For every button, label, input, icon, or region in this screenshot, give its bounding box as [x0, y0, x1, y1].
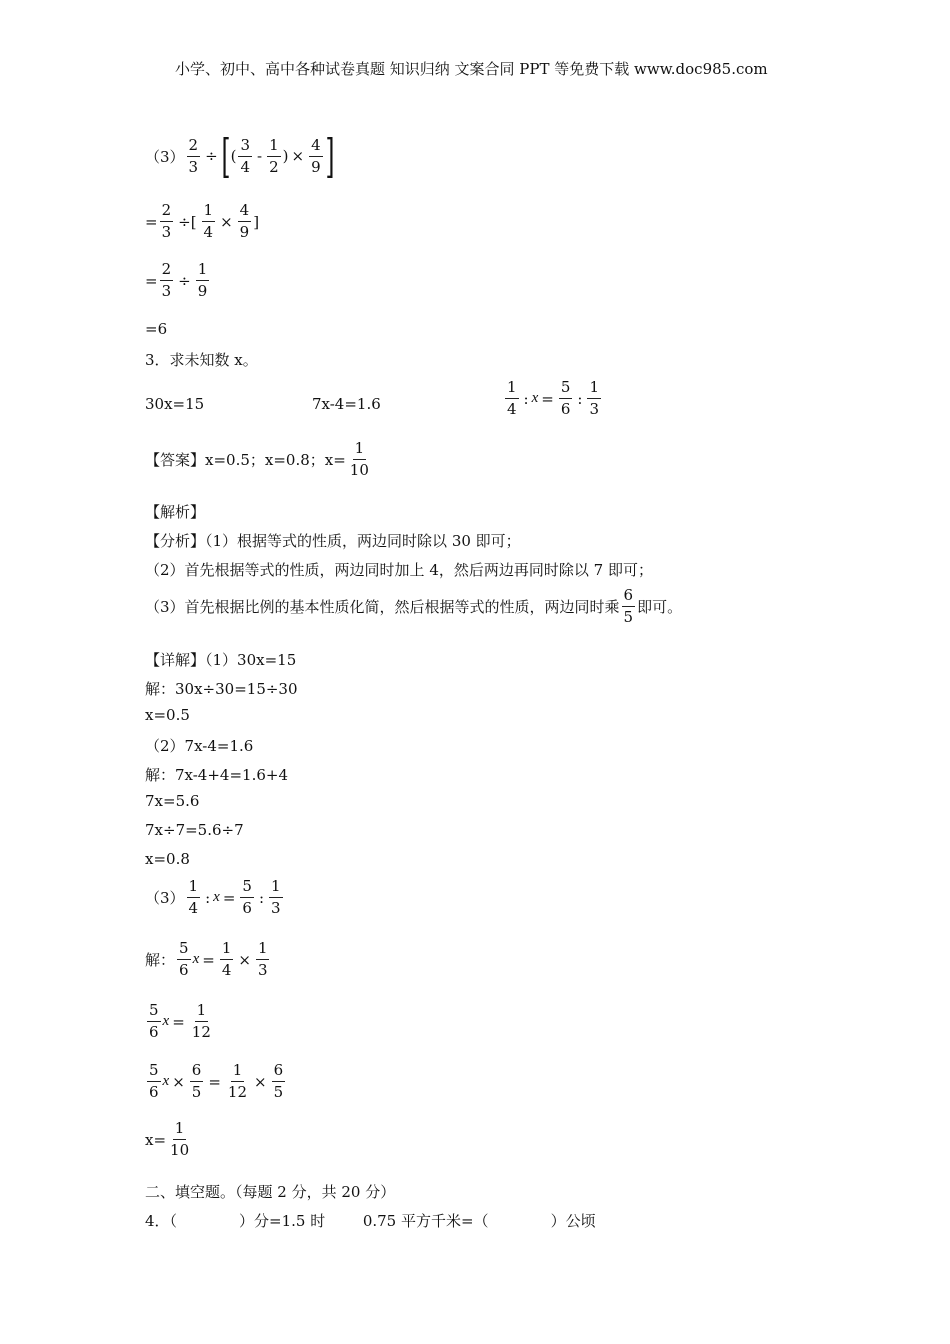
detail-l8: x=0.8 [145, 850, 190, 868]
detail-l5: 解：7x-4+4=1.6+4 [145, 766, 288, 784]
fraction: $\frac{3}{4}$ [240, 135, 251, 176]
answer-line: 【答案】x=0.5；x=0.8；x= $\frac{1}{10}$ [145, 439, 369, 479]
calc3-line1: （3） $\frac{2}{3}$ ÷ [ ( $\frac{3}{4}$ - $\frac{1}{2}$ ) × $\frac{4}{9}$ ] [145, 129, 335, 183]
fraction: $\frac{6}{5}$ [273, 1061, 284, 1101]
fraction: $\frac{1}{4}$ [203, 201, 214, 241]
calc3-result: =6 [145, 320, 168, 338]
detail-l12: $\frac{5}{6}$ x × $\frac{6}{5}$ = $\frac{1}{12}$ × $\frac{6}{5}$ [149, 1061, 284, 1101]
detail-l1: 【详解】（1）30x=15 [145, 651, 297, 669]
fraction: $\frac{5}{6}$ [242, 877, 252, 917]
q3-eq1: 30x=15 [145, 395, 205, 413]
fraction: $\frac{2}{3}$ [188, 135, 199, 176]
fraction: $\frac{1}{12}$ [227, 1061, 248, 1101]
section2-title: 二、填空题。（每题 2 分，共 20 分） [145, 1183, 396, 1201]
detail-l4: （2）7x-4=1.6 [145, 737, 254, 755]
fraction: $\frac{5}{6}$ [560, 378, 571, 418]
detail-l10: 解： $\frac{5}{6}$ x = $\frac{1}{4}$ × $\frac{1}{3}$ [145, 939, 268, 979]
calc3-line3: = $\frac{2}{3}$ ÷ $\frac{1}{9}$ [145, 260, 208, 300]
q3-title: 3．求未知数 x。 [145, 351, 258, 369]
fraction: $\frac{2}{3}$ [161, 201, 172, 241]
fraction: $\frac{1}{4}$ [507, 378, 517, 418]
fraction: $\frac{1}{3}$ [271, 877, 281, 917]
fraction: $\frac{5}{6}$ [179, 939, 189, 979]
fraction: $\frac{1}{4}$ [188, 877, 199, 917]
fraction: $\frac{5}{6}$ [149, 1001, 159, 1041]
page-header: 小学、初中、高中各种试卷真题 知识归纳 文案合同 PPT 等免费下载 www.doc985.com [175, 60, 768, 78]
detail-l13: x= $\frac{1}{10}$ [145, 1119, 190, 1159]
fraction: $\frac{1}{3}$ [257, 939, 268, 979]
analysis-line2: （2）首先根据等式的性质，两边同时加上 4，然后两边再同时除以 7 即可； [145, 561, 653, 579]
fraction: $\frac{1}{4}$ [221, 939, 232, 979]
fraction: $\frac{1}{2}$ [269, 135, 279, 176]
detail-l7: 7x÷7=5.6÷7 [145, 821, 244, 839]
detail-l11: $\frac{5}{6}$ x = $\frac{1}{12}$ [149, 1001, 211, 1041]
detail-l6: 7x=5.6 [145, 792, 200, 810]
fraction: $\frac{1}{9}$ [197, 260, 208, 300]
detail-l9: （3） $\frac{1}{4}$ : x = $\frac{5}{6}$ : $\frac{1}{3}$ [145, 877, 281, 917]
fraction: $\frac{4}{9}$ [311, 135, 321, 176]
detail-l3: x=0.5 [145, 706, 190, 724]
q3-eq2: 7x-4=1.6 [312, 395, 381, 413]
analysis-title: 【解析】 [145, 503, 206, 521]
fraction: $\frac{4}{9}$ [239, 201, 250, 241]
fraction: $\frac{2}{3}$ [161, 260, 172, 300]
fraction: $\frac{6}{5}$ [623, 586, 634, 626]
fraction: $\frac{5}{6}$ [149, 1061, 159, 1101]
fraction: $\frac{1}{12}$ [191, 1001, 211, 1041]
detail-l2: 解：30x÷30=15÷30 [145, 680, 298, 698]
calc3-line2: = $\frac{2}{3}$ ÷[ $\frac{1}{4}$ × $\frac{4}{9}$ ] [145, 201, 260, 241]
fraction: $\frac{1}{10}$ [349, 439, 369, 479]
analysis-line1: 【分析】（1）根据等式的性质，两边同时除以 30 即可； [145, 532, 521, 550]
analysis-line3: （3）首先根据比例的基本性质化简，然后根据等式的性质，两边同时乘 $\frac{6}{5}$ 即可。 [145, 586, 683, 626]
fraction: $\frac{1}{10}$ [170, 1119, 190, 1159]
q4-line: 4．（ ）分=1.5 时 0.75 平方千米=（ ）公顷 [145, 1212, 596, 1230]
q3-eq3: $\frac{1}{4}$ : x = $\frac{5}{6}$ : $\frac{1}{3}$ [507, 378, 600, 418]
fraction: $\frac{6}{5}$ [191, 1061, 202, 1101]
fraction: $\frac{1}{3}$ [589, 378, 600, 418]
calc3-label: （3） [145, 147, 185, 166]
